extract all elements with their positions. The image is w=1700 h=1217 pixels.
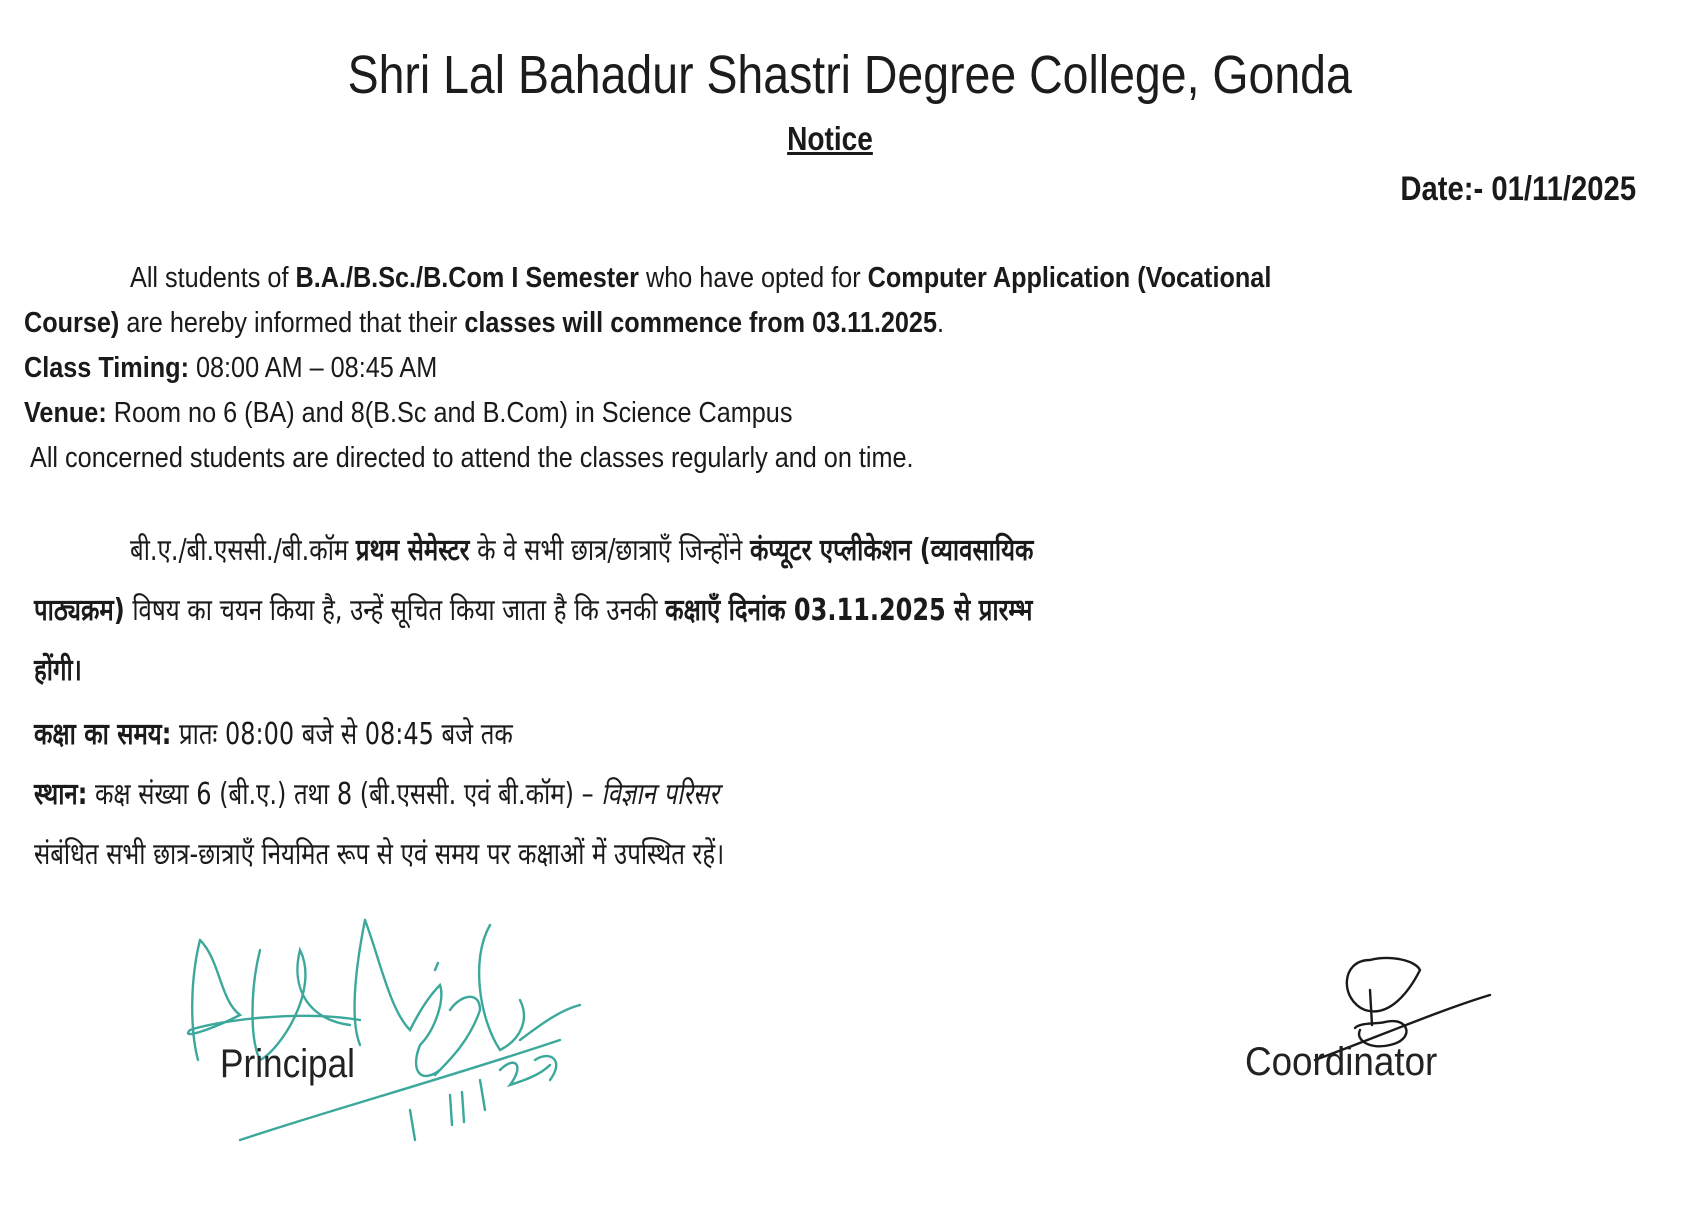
hindi-class-timing: [34, 712, 513, 753]
venue-campus: विज्ञान परिसर: [601, 777, 720, 812]
subject-name-end: Course): [24, 307, 120, 339]
principal-label: Principal: [220, 1042, 355, 1086]
hindi-venue: [34, 772, 719, 813]
venue-value: कक्ष संख्या 6 (बी.ए.) तथा 8 (बी.एससी. एवं बी.कॉम) –: [87, 777, 602, 812]
hindi-paragraph-line-2: [34, 588, 1032, 629]
coordinator-label: Coordinator: [1245, 1040, 1438, 1084]
text: होंगी।: [34, 653, 82, 688]
timing-value: प्रातः 08:00 बजे से 08:45 बजे तक: [171, 717, 513, 752]
text: बी.ए./बी.एससी./बी.कॉम: [130, 533, 356, 568]
commence-date: कक्षाएँ दिनांक 03.11.2025 से प्रारम्भ: [665, 593, 1033, 628]
venue-value: Room no 6 (BA) and 8(B.Sc and B.Com) in Science Campus: [106, 397, 793, 429]
subject-name-end: पाठ्यक्रम): [34, 593, 125, 628]
text: All students of: [130, 262, 296, 294]
semester: प्रथम सेमेस्टर: [355, 533, 470, 568]
text: are hereby informed that their: [119, 307, 465, 339]
hindi-paragraph-line-3: [34, 648, 82, 689]
english-venue: [24, 397, 792, 430]
commence-date: classes will commence from 03.11.2025: [464, 307, 937, 339]
course-names: B.A./B.Sc./B.Com I Semester: [295, 262, 640, 294]
english-paragraph-line-2: [24, 307, 944, 340]
english-class-timing: [24, 352, 437, 385]
subject-name: Computer Application (Vocational: [867, 262, 1272, 294]
timing-label: Class Timing:: [24, 352, 189, 384]
notice-title: Notice: [787, 120, 873, 157]
text: विषय का चयन किया है, उन्हें सूचित किया जाता है कि उनकी: [124, 593, 666, 628]
hindi-paragraph-line-1: [130, 528, 1033, 569]
venue-label: स्थान:: [34, 777, 88, 812]
notice-date: Date:- 01/11/2025: [1400, 170, 1636, 208]
english-paragraph-line-1: [130, 262, 1271, 295]
venue-label: Venue:: [24, 397, 107, 429]
text: who have opted for: [639, 262, 868, 294]
principal-signature-icon: [180, 900, 600, 1140]
hindi-closing: संबंधित सभी छात्र-छात्राएँ नियमित रूप से एवं समय पर कक्षाओं में उपस्थित रहें।: [34, 837, 725, 872]
timing-label: कक्षा का समय:: [34, 717, 172, 752]
subject-name: कंप्यूटर एप्लीकेशन (व्यावसायिक: [749, 533, 1034, 568]
text: .: [936, 307, 945, 339]
college-name: Shri Lal Bahadur Shastri Degree College, Gonda: [347, 45, 1352, 105]
english-closing: All concerned students are directed to attend the classes regularly and on time.: [30, 442, 914, 474]
timing-value: 08:00 AM – 08:45 AM: [188, 352, 438, 384]
text: के वे सभी छात्र/छात्राएँ जिन्होंने: [469, 533, 750, 568]
